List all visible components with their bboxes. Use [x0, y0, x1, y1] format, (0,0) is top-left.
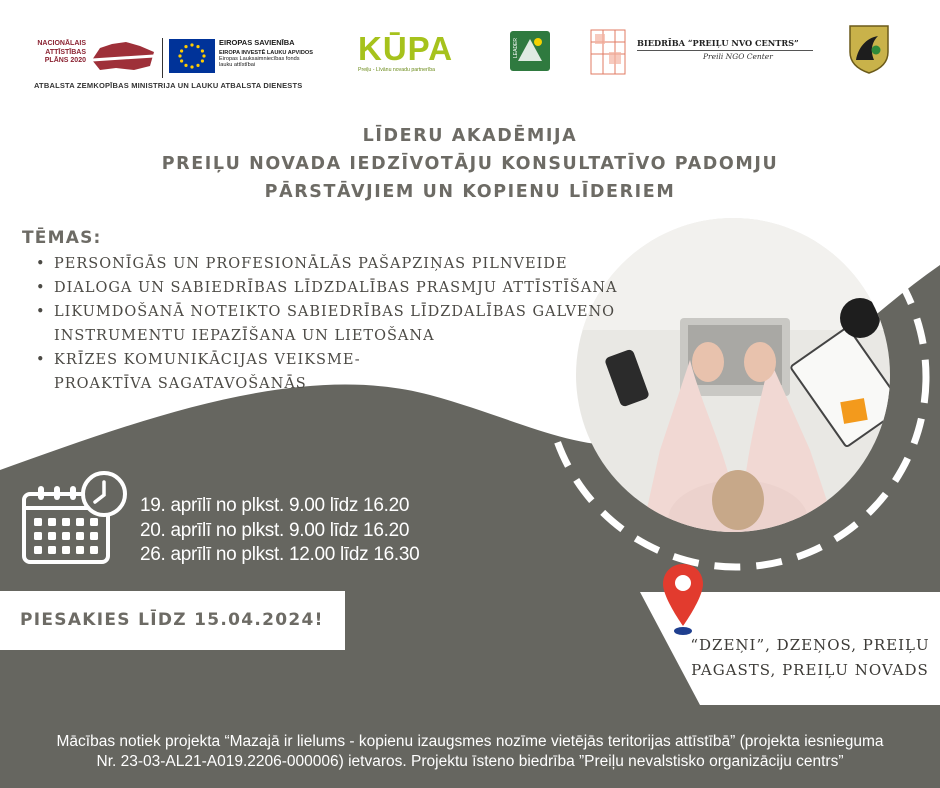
- kupa-subtitle: Preiļu - Līvānu novadu partnerība: [358, 67, 435, 73]
- date-item: 26. aprīlī no plkst. 12.00 līdz 16.30: [140, 544, 420, 565]
- dates-list: [140, 494, 419, 568]
- footer-line2: Nr. 23-03-AL21-A019.2206-000006) ietvaros. Projektu īsteno biedrība ”Preiļu nevalstisko organizāciju centrs”: [96, 753, 844, 770]
- main-title: [0, 122, 940, 206]
- nvo-grid-icon: [585, 24, 633, 80]
- title-line3: PĀRSTĀVJIEM UN KOPIENU LĪDERIEM: [264, 182, 676, 202]
- eu-title: EIROPAS SAVIENĪBA: [219, 38, 295, 47]
- leader-logo: [510, 31, 550, 71]
- footer-note: [0, 732, 940, 772]
- topics-list: [34, 252, 618, 396]
- eu-flag-icon: [169, 39, 215, 73]
- ministry-text: ATBALSTA ZEMKOPĪBAS MINISTRIJA UN LAUKU ATBALSTA DIENESTS: [34, 81, 303, 90]
- topic-item: • LIKUMDOŠANĀ NOTEIKTO SABIEDRĪBAS LĪDZDALĪBAS GALVENO: [34, 300, 618, 324]
- nap-logo: [30, 40, 156, 76]
- topic-item: • DIALOGA UN SABIEDRĪBAS LĪDZDALĪBAS PRASMJU ATTĪSTĪŠANA: [34, 276, 618, 300]
- kupa-logo: [358, 32, 462, 76]
- nvo-logo: [585, 24, 815, 80]
- topics-heading: TĒMAS:: [22, 228, 102, 248]
- location-line1: “DZEŅI”, DZEŅOS, PREIĻU: [690, 636, 930, 654]
- date-item: 19. aprīlī no plkst. 9.00 līdz 16.20: [140, 495, 410, 516]
- deadline-text: PIESAKIES LĪDZ 15.04.2024!: [20, 610, 324, 630]
- title-line2: PREIĻU NOVADA IEDZĪVOTĀJU KONSULTATĪVO PADOMJU: [161, 154, 779, 174]
- title-line1: LĪDERU AKADĒMIJA: [362, 126, 578, 146]
- topic-item: • PERSONĪGĀS UN PROFESIONĀLĀS PAŠAPZIŅAS PILNVEIDE: [34, 252, 618, 276]
- location-text: [690, 633, 930, 683]
- footer-line1: Mācības notiek projekta “Mazajā ir lielums - kopienu izaugsmes nozīme vietējās teritorijas attīstībā” (projekta iesnieguma: [56, 733, 884, 750]
- eu-line3: lauku attīstībai: [219, 62, 256, 68]
- topic-item-continuation: PROAKTĪVA SAGATAVOŠANĀS: [54, 376, 307, 392]
- nap-line3: PLĀNS 2020: [44, 57, 86, 64]
- nap-line1: NACIONĀLAIS: [37, 40, 86, 47]
- kupa-wordmark: KŪPA: [358, 30, 454, 67]
- coat-of-arms-icon: [848, 24, 890, 74]
- leader-label: LEADER: [513, 37, 520, 59]
- eu-logo: [162, 38, 313, 78]
- topic-item-continuation: INSTRUMENTU IEPAZĪŠANA UN LIETOŠANA: [54, 328, 435, 344]
- latvia-map-icon: [90, 40, 156, 74]
- coat-of-arms: [848, 24, 890, 74]
- calendar-clock-icon: [20, 470, 132, 566]
- location-pin-icon: [660, 562, 706, 638]
- location-line2: PAGASTS, PREIĻU NOVADS: [691, 661, 929, 679]
- eu-line1: EIROPA INVESTĒ LAUKU APVIDOS: [219, 50, 313, 56]
- eu-line2: Eiropas Lauksaimniecības fonds: [219, 56, 300, 62]
- nvo-subtitle: Preili NGO Center: [703, 52, 773, 61]
- nap-line2: ATTĪSTĪBAS: [45, 48, 86, 56]
- date-item: 20. aprīlī no plkst. 9.00 līdz 16.20: [140, 519, 410, 541]
- topic-item: • KRĪZES KOMUNIKĀCIJAS VEIKSME-: [34, 348, 618, 372]
- nvo-title: BIEDRĪBA “PREIĻU NVO CENTRS”: [637, 38, 799, 48]
